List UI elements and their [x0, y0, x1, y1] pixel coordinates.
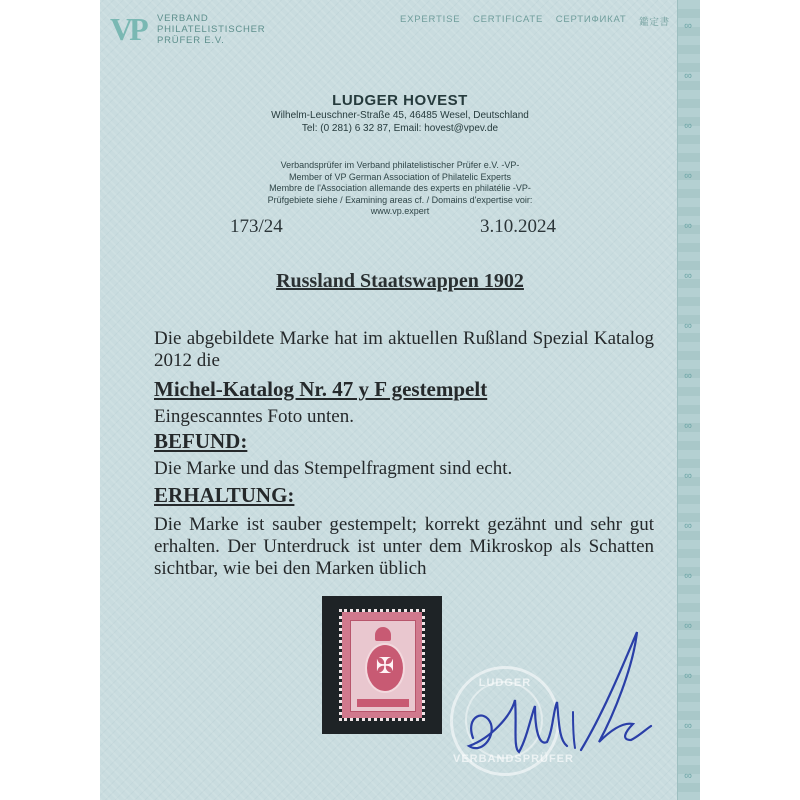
- crown-icon: [375, 627, 391, 641]
- befund-text: Die Marke und das Stempelfragment sind echt.: [154, 458, 513, 479]
- vp-membership-info: [100, 160, 700, 218]
- erhaltung-heading: ERHALTUNG:: [154, 483, 295, 507]
- cert-type-expertise: EXPERTISE: [400, 14, 461, 25]
- stamp-value-tablet: [357, 699, 409, 707]
- erhaltung-text: Die Marke ist sauber gestempelt; korrekt gezähnt und sehr gut erhalten. Der Unterdruck ist unter dem Mikroskop als Schatten sichtbar, wie bei den Marken üblich: [154, 514, 654, 579]
- seal-top-text: LUDGER: [478, 677, 532, 689]
- cert-type-certificate: CERTIFICATE: [472, 14, 544, 25]
- catalog-line: Michel-Katalog Nr. 47 y F gestempelt: [154, 377, 488, 401]
- scan-note: Eingescanntes Foto unten.: [154, 406, 354, 427]
- certificate-sheet: [100, 0, 700, 800]
- cert-type-russian: СЕРТИФИКАТ: [555, 14, 627, 25]
- vp-line: Prüfgebiete siehe / Examining areas cf. / Domains d'expertise voir:: [267, 194, 533, 205]
- security-border: ∞ ∞ ∞ ∞ ∞ ∞ ∞ ∞ ∞ ∞ ∞ ∞ ∞ ∞ ∞ ∞: [677, 0, 700, 800]
- logo-line: VERBAND: [157, 13, 209, 24]
- certificate-number: 173/24: [230, 216, 283, 237]
- befund-heading: BEFUND:: [154, 429, 248, 453]
- vp-association-name: [157, 13, 265, 46]
- logo-line: PRÜFER E.V.: [157, 35, 225, 46]
- logo-line: PHILATELISTISCHER: [157, 24, 266, 35]
- signature: [455, 620, 655, 770]
- cert-type-japanese: 鑑定書: [639, 17, 670, 28]
- seal-bottom-text: VERBANDSPRÜFER: [453, 753, 574, 765]
- stamp-design: [350, 620, 416, 712]
- coat-of-arms-oval: [365, 643, 405, 693]
- stamp-photo: [322, 596, 442, 734]
- expert-address: Wilhelm-Leuschner-Straße 45, 46485 Wesel, Deutschland: [271, 110, 529, 121]
- certificate-title: Russland Staatswappen 1902: [276, 270, 524, 292]
- vp-line: Verbandsprüfer im Verband philatelistischer Prüfer e.V. -VP-: [280, 160, 520, 170]
- expert-contact: Tel: (0 281) 6 32 87, Email: hovest@vpev.de: [301, 123, 499, 134]
- certificate-date: 3.10.2024: [480, 216, 556, 237]
- stamp-image: [342, 612, 422, 718]
- vp-line: Membre de l'Association allemande des experts en philatélie -VP-: [269, 183, 531, 193]
- vp-website: www.vp.expert: [370, 206, 430, 216]
- vp-logo: VP: [110, 11, 145, 47]
- intro-text: Die abgebildete Marke hat im aktuellen Rußland Spezial Katalog 2012 die: [154, 328, 654, 371]
- eagle-icon: ✠: [375, 653, 395, 678]
- expert-name: LUDGER HOVEST: [332, 92, 468, 109]
- vp-line: Member of VP German Association of Philatelic Experts: [289, 171, 511, 182]
- certificate-type-labels: [400, 14, 670, 28]
- expert-block: [100, 92, 700, 135]
